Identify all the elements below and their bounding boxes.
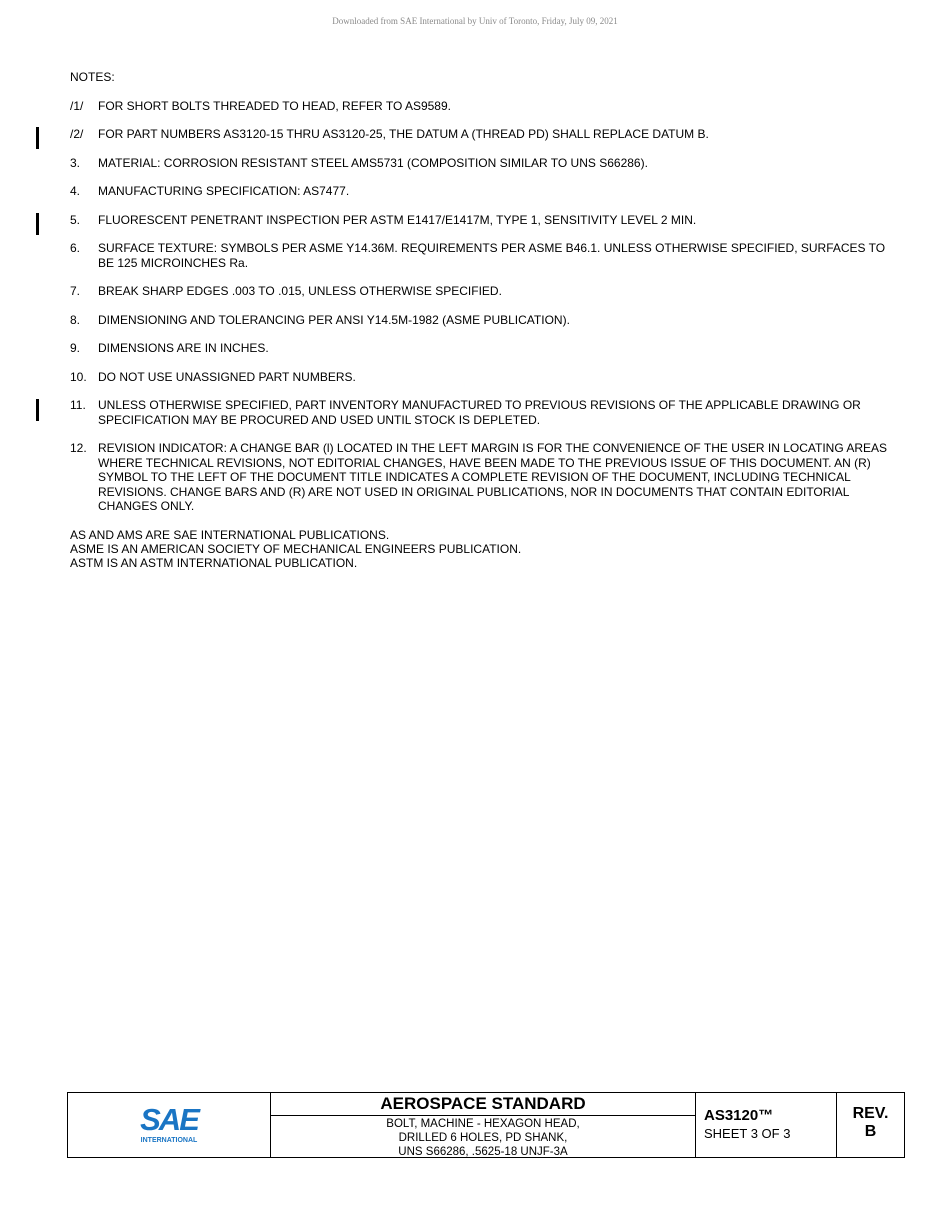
- publication-notes: [70, 528, 890, 570]
- note-text: SURFACE TEXTURE: SYMBOLS PER ASME Y14.36M. REQUIREMENTS PER ASME B46.1. UNLESS OTHERWISE SPECIFIED, SURFACES TO BE 125 MICROINCHES Ra.: [98, 241, 886, 270]
- note-number: 3.: [70, 155, 81, 170]
- note-number: 10.: [70, 369, 87, 384]
- note-text: FOR SHORT BOLTS THREADED TO HEAD, REFER TO AS9589.: [98, 98, 451, 113]
- note-number: 7.: [70, 284, 81, 298]
- note-item: [70, 156, 890, 171]
- note-text: UNLESS OTHERWISE SPECIFIED, PART INVENTORY MANUFACTURED TO PREVIOUS REVISIONS OF THE APPLICABLE DRAWING OR SPECIFICATION MAY BE PROCURED AND USED UNTIL STOCK IS DEPLETED.: [98, 398, 861, 427]
- note-number: /2/: [70, 127, 84, 141]
- description-line: UNS S66286, .5625-18 UNJF-3A: [398, 1146, 568, 1158]
- revision-label: REV.: [852, 1105, 889, 1122]
- change-bar-note-2: [36, 127, 39, 149]
- note-text: FLUORESCENT PENETRANT INSPECTION PER ASTM E1417/E1417M, TYPE 1, SENSITIVITY LEVEL 2 MIN.: [98, 212, 697, 227]
- note-item: [70, 284, 890, 299]
- title-cell: [271, 1093, 696, 1157]
- notes-section: [70, 70, 890, 570]
- note-text: DIMENSIONS ARE IN INCHES.: [98, 341, 269, 355]
- note-text: BREAK SHARP EDGES .003 TO .015, UNLESS OTHERWISE SPECIFIED.: [98, 284, 502, 298]
- change-bar-note-11: [36, 399, 39, 421]
- note-number: 9.: [70, 341, 81, 355]
- note-item: [70, 313, 890, 328]
- sae-logo-subtext: INTERNATIONAL: [140, 1137, 198, 1144]
- note-text: REVISION INDICATOR: A CHANGE BAR (l) LOCATED IN THE LEFT MARGIN IS FOR THE CONVENIENCE OF THE USER IN LOCATING AREAS WHERE TECHNICAL REVISIONS, NOT EDITORIAL CHANGES, HAVE BEEN MADE TO THE PREVIOUS ISSUE OF THIS DOCUMENT. AN (R) SYMBOL TO THE LEFT OF THE DOCUMENT TITLE INDICATES A COMPLETE REVISION OF THE DOCUMENT, INCLUDING TECHNICAL REVISIONS. CHANGE BARS AND (R) ARE NOT USED IN ORIGINAL PUBLICATIONS, NOR IN DOCUMENTS THAT CONTAIN EDITORIAL CHANGES ONLY.: [98, 441, 888, 513]
- document-cell: [696, 1093, 837, 1157]
- notes-heading: NOTES:: [70, 70, 115, 84]
- sheet-number: SHEET 3 OF 3: [704, 1126, 791, 1141]
- description-line: DRILLED 6 HOLES, PD SHANK,: [398, 1132, 568, 1144]
- note-item: [70, 341, 890, 356]
- note-text: DO NOT USE UNASSIGNED PART NUMBERS.: [98, 369, 356, 384]
- note-item: [70, 99, 890, 114]
- publication-line: AS AND AMS ARE SAE INTERNATIONAL PUBLICATIONS.: [70, 527, 390, 542]
- publication-line: ASME IS AN AMERICAN SOCIETY OF MECHANICAL ENGINEERS PUBLICATION.: [70, 541, 522, 556]
- note-number: /1/: [70, 98, 84, 113]
- document-number: AS3120™: [704, 1107, 774, 1124]
- note-text: MATERIAL: CORROSION RESISTANT STEEL AMS5731 (COMPOSITION SIMILAR TO UNS S66286).: [98, 155, 648, 170]
- note-text: FOR PART NUMBERS AS3120-15 THRU AS3120-25, THE DATUM A (THREAD PD) SHALL REPLACE DATUM B.: [98, 127, 709, 141]
- revision-value: B: [864, 1123, 877, 1140]
- change-bar-note-5: [36, 213, 39, 235]
- sae-logo: [68, 1093, 271, 1157]
- note-item: [70, 127, 890, 142]
- note-item: [70, 184, 890, 199]
- note-item: [70, 241, 890, 270]
- note-text: DIMENSIONING AND TOLERANCING PER ANSI Y14.5M-1982 (ASME PUBLICATION).: [98, 312, 570, 327]
- part-description: [271, 1116, 695, 1159]
- note-item: [70, 370, 890, 385]
- note-number: 6.: [70, 241, 81, 255]
- note-item: [70, 398, 890, 427]
- revision-cell: [837, 1093, 904, 1157]
- note-text: MANUFACTURING SPECIFICATION: AS7477.: [98, 184, 350, 198]
- sae-logo-icon: [129, 1102, 209, 1148]
- note-number: 5.: [70, 212, 81, 227]
- standard-type: AEROSPACE STANDARD: [271, 1093, 695, 1116]
- note-item: [70, 441, 890, 514]
- note-number: 8.: [70, 312, 81, 327]
- title-block: [67, 1092, 905, 1158]
- note-item: [70, 213, 890, 228]
- note-number: 12.: [70, 441, 87, 455]
- publication-line: ASTM IS AN ASTM INTERNATIONAL PUBLICATION.: [70, 555, 358, 570]
- description-line: BOLT, MACHINE - HEXAGON HEAD,: [386, 1118, 580, 1130]
- sae-logo-mark: SAE: [140, 1102, 198, 1137]
- download-watermark: Downloaded from SAE International by Univ of Toronto, Friday, July 09, 2021: [332, 16, 618, 26]
- note-number: 4.: [70, 184, 81, 198]
- note-number: 11.: [70, 398, 86, 412]
